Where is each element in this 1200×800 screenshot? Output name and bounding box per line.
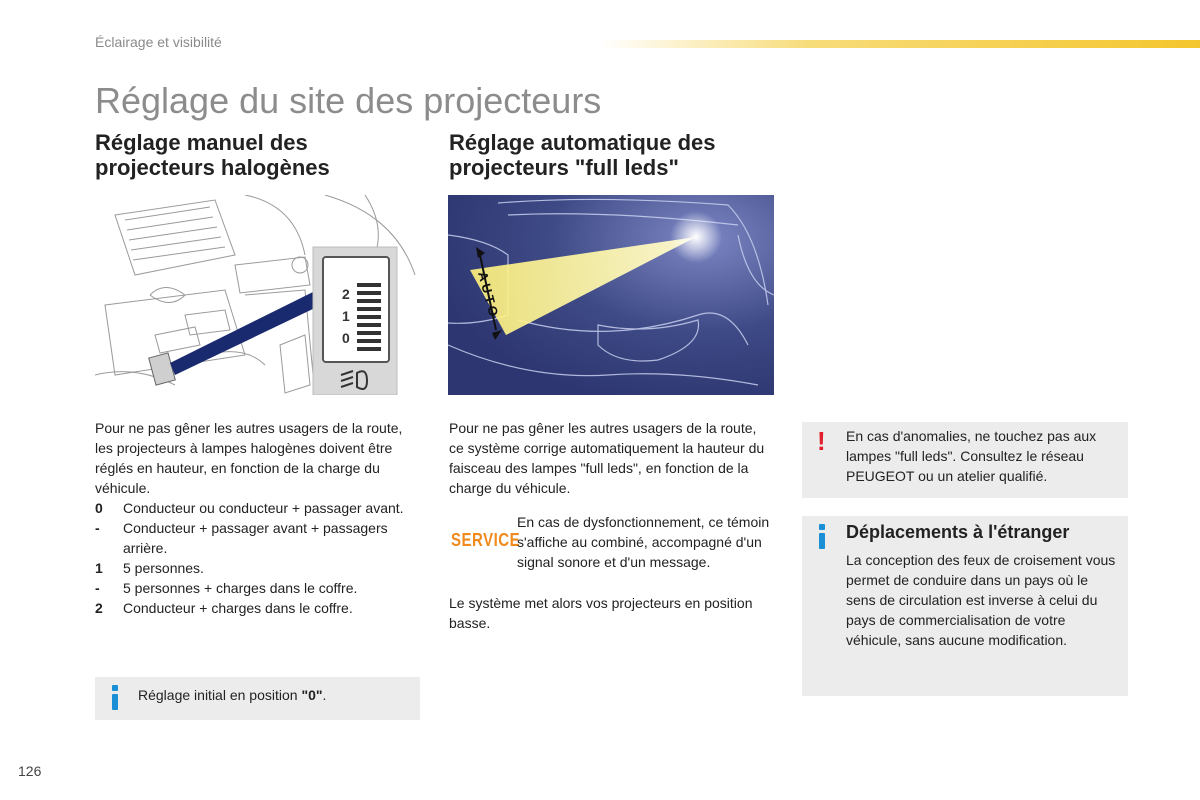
list-item: 1 5 personnes.	[95, 560, 204, 576]
warning-note	[802, 422, 1128, 498]
service-text: En cas de dysfonctionnement, ce témoin s'affiche au combiné, accompagné d'un signal sonore et d'un message.	[517, 514, 770, 570]
travel-abroad-text: La conception des feux de croisement vous permet de conduire dans un pays où le sens de circulation est inverse à celui du pays de commercialisation de votre véhicule, sans aucune modification.	[846, 552, 1116, 648]
dial-label-1: 1	[342, 308, 350, 324]
manual-adjust-text	[95, 418, 421, 618]
initial-position-note	[95, 677, 420, 720]
service-warning-icon: SERVICE	[451, 530, 521, 551]
header-accent-bar	[600, 40, 1200, 48]
manual-adjust-heading: Réglage manuel des projecteurs halogènes	[95, 130, 330, 180]
list-item: - 5 personnes + charges dans le coffre.	[95, 580, 358, 596]
auto-adjust-heading: Réglage automatique des projecteurs "full leds"	[449, 130, 716, 180]
load-position-list	[95, 498, 421, 618]
manual-adjust-paragraph: Pour ne pas gêner les autres usagers de la route, les projecteurs à lampes halogènes doivent être réglés en hauteur, en fonction de la charge du véhicule.	[95, 420, 403, 496]
dial-label-0: 0	[342, 330, 350, 346]
travel-abroad-note	[802, 516, 1128, 696]
warning-text: En cas d'anomalies, ne touchez pas aux lampes "full leds". Consultez le réseau PEUGEOT ou un atelier qualifié.	[846, 428, 1097, 484]
list-item: 2 Conducteur + charges dans le coffre.	[95, 600, 353, 616]
travel-abroad-title: Déplacements à l'étranger	[846, 522, 1070, 542]
info-icon	[112, 685, 118, 710]
headlamp-beam-illustration	[448, 195, 774, 395]
list-item: 0 Conducteur ou conducteur + passager avant.	[95, 500, 404, 516]
dial-label-2: 2	[342, 286, 350, 302]
auto-label: AUTO	[475, 269, 503, 321]
auto-adjust-paragraph: Pour ne pas gêner les autres usagers de la route, ce système corrige automatiquement la hauteur du faisceau des lampes "full leds", en fonction de la charge du véhicule.	[449, 420, 765, 496]
page-title: Réglage du site des projecteurs	[95, 80, 602, 121]
info-icon	[819, 524, 825, 549]
list-item: - Conducteur + passager avant + passagers arrière.	[95, 520, 388, 556]
dashboard-illustration	[95, 195, 420, 395]
headlamp-beam-drawing	[448, 195, 774, 395]
warning-icon: !	[817, 426, 826, 456]
section-label: Éclairage et visibilité	[95, 34, 222, 50]
closing-text: Le système met alors vos projecteurs en position basse.	[449, 595, 753, 631]
page-number: 126	[18, 763, 42, 779]
initial-position-text: Réglage initial en position "0".	[138, 687, 327, 703]
dashboard-drawing	[95, 195, 420, 395]
